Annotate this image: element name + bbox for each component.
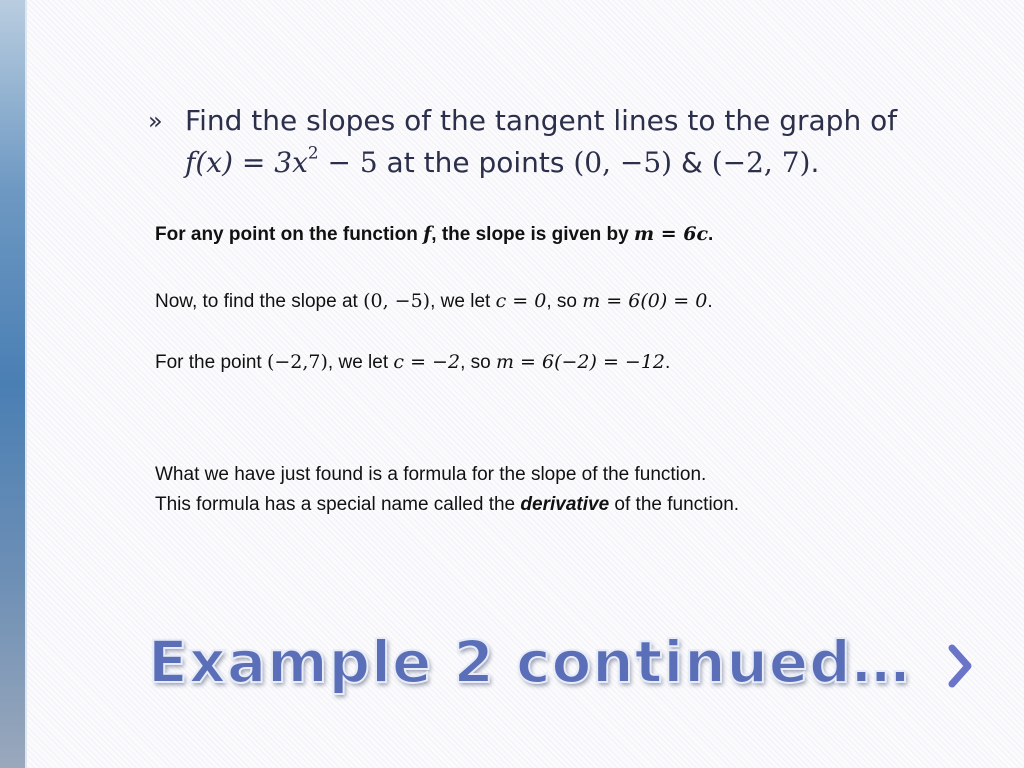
para3-text-a: For the point	[155, 352, 267, 373]
bullet-point	[148, 100, 968, 184]
left-accent-bar	[0, 0, 27, 768]
chevron-right-icon[interactable]	[940, 636, 980, 696]
exponent: 2	[307, 142, 319, 163]
function-const: − 5	[318, 146, 378, 179]
para2-point: (0, −5)	[363, 290, 431, 312]
bullet-mid-text: at the points	[377, 146, 574, 179]
function-fx: f(x)	[185, 146, 234, 179]
para1-equation: m = 6c	[634, 223, 709, 245]
ampersand: &	[672, 146, 712, 179]
para1-f: f	[423, 223, 432, 245]
para3-m-value: m = 6(−2) = −12	[495, 351, 666, 373]
first-point-paragraph	[155, 290, 713, 313]
bullet-line-1: Find the slopes of the tangent lines to the graph of	[185, 104, 898, 137]
second-point-paragraph	[155, 351, 670, 374]
para1-text-a: For any point on the function	[155, 224, 424, 245]
slide-title: Example 2 continued…	[148, 628, 911, 696]
point-1: (0, −5)	[573, 146, 673, 179]
derivative-paragraph	[155, 460, 739, 520]
para4-line-1: What we have just found is a formula for the slope of the function.	[155, 464, 707, 485]
para3-c-value: c = −2	[393, 351, 461, 373]
point-2: (−2, 7)	[711, 146, 811, 179]
para3-text-d: , so	[460, 352, 496, 373]
para2-text-d: , so	[546, 291, 583, 312]
para4-line-2b: of the function.	[609, 494, 740, 515]
para2-c-value: c = 0	[495, 290, 547, 312]
para2-m-value: m = 6(0) = 0	[582, 290, 708, 312]
bullet-end: .	[810, 146, 820, 179]
slope-formula-paragraph	[155, 223, 713, 246]
derivative-term: derivative	[520, 494, 610, 515]
para1-end: .	[708, 224, 714, 245]
para2-text-a: Now, to find the slope at	[155, 291, 364, 312]
para2-text-b: , we let	[430, 291, 496, 312]
para4-line-2a: This formula has a special name called the	[155, 494, 521, 515]
para3-text-b: , we let	[327, 352, 394, 373]
function-eq: = 3x	[233, 146, 308, 179]
para2-end: .	[707, 291, 713, 312]
para3-end: .	[665, 352, 671, 373]
para1-text-b: , the slope is given by	[431, 224, 634, 245]
para3-point: (−2,7)	[266, 351, 328, 373]
bullet-marker: »	[148, 107, 163, 135]
bullet-text	[185, 100, 968, 184]
